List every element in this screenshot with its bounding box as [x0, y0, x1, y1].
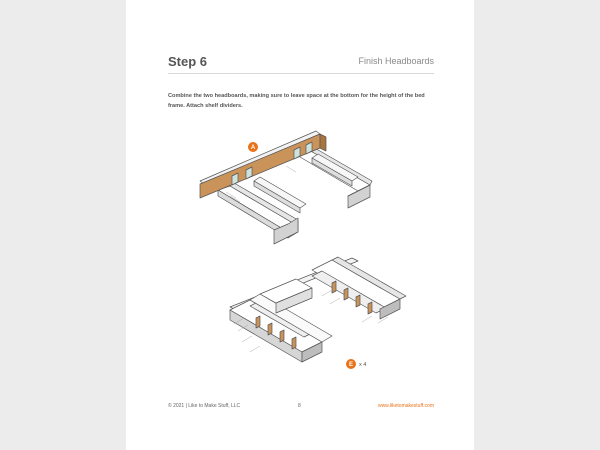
callout-a-label: A	[250, 145, 256, 152]
shelf-divider-diagram	[230, 257, 406, 362]
headboard-assembly-diagram	[200, 131, 372, 244]
callout-a	[248, 142, 258, 152]
step-title: Step 6	[168, 54, 208, 69]
section-title: Finish Headboards	[358, 56, 434, 66]
assembly-illustrations	[126, 0, 474, 450]
page-footer	[168, 403, 434, 413]
footer-page-number: 8	[298, 403, 301, 409]
callout-e-quantity: x 4	[359, 362, 367, 368]
footer-website-link[interactable]: www.liketomakestuff.com	[377, 403, 434, 409]
document-page	[126, 0, 474, 450]
footer-copyright: © 2021 | Like to Make Stuff, LLC	[168, 403, 241, 409]
callout-e-label: E	[348, 362, 354, 369]
step-instructions: Combine the two headboards, making sure to leave space at the bottom for the height of the bed frame. Attach shelf dividers.	[168, 93, 425, 109]
callout-e	[346, 359, 366, 369]
